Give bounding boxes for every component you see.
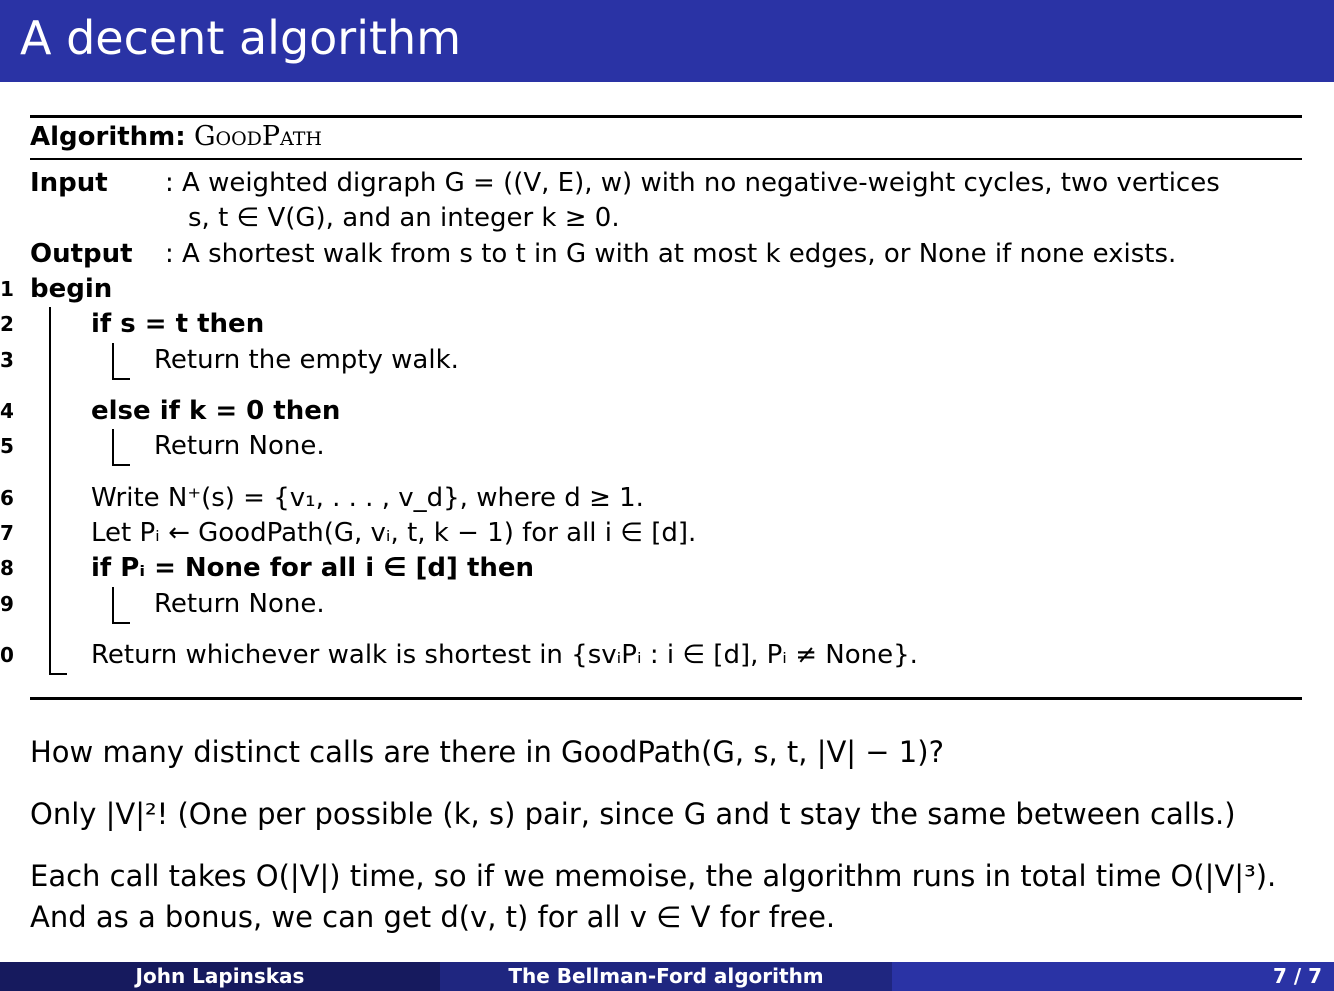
algorithm-name: GoodPath xyxy=(193,121,322,152)
algo-line-return-none-1: Return None. xyxy=(154,431,325,461)
footer-bar xyxy=(0,962,1334,991)
line-number: 2 xyxy=(0,312,14,336)
line-number: 3 xyxy=(0,348,14,372)
runtime-text-2: And as a bonus, we can get d(v, t) for all v ∈ V for free. xyxy=(30,900,836,934)
algo-line-if-all: if Pᵢ = None for all i ∈ [d] then xyxy=(91,553,535,583)
begin-block-foot xyxy=(49,673,67,675)
algo-line-write: Write N⁺(s) = {v₁, . . . , v_d}, where d ≥ 1. xyxy=(91,483,644,513)
algo-line-return-empty: Return the empty walk. xyxy=(154,345,459,375)
footer-page xyxy=(892,962,1334,991)
algo-line-let: Let Pᵢ ← GoodPath(G, vᵢ, t, k − 1) for all i ∈ [d]. xyxy=(91,518,697,548)
input-text-2: s, t ∈ V(G), and an integer k ≥ 0. xyxy=(188,203,620,233)
ifall-block-bar xyxy=(112,587,114,624)
line-number: 5 xyxy=(0,434,14,458)
question-text: How many distinct calls are there in GoodPath(G, s, t, |V| − 1)? xyxy=(30,735,944,769)
algo-top-rule xyxy=(30,115,1302,118)
runtime-text-1: Each call takes O(|V|) time, so if we memoise, the algorithm runs in total time O(|V|³). xyxy=(30,859,1277,893)
algo-mid-rule xyxy=(30,158,1302,160)
slide-title: A decent algorithm xyxy=(20,11,461,65)
algo-line-else-if: else if k = 0 then xyxy=(91,396,341,426)
output-text: : A shortest walk from s to t in G with at most k edges, or None if none exists. xyxy=(165,239,1177,269)
algorithm-heading xyxy=(30,120,322,154)
elseif-block-foot xyxy=(112,464,130,466)
input-text-1: : A weighted digraph G = ((V, E), w) with no negative-weight cycles, two vertices xyxy=(165,168,1220,198)
algo-line-return-shortest: Return whichever walk is shortest in {svᵢPᵢ : i ∈ [d], Pᵢ ≠ None}. xyxy=(91,640,918,670)
algo-line-return-none-2: Return None. xyxy=(154,589,325,619)
input-label: Input xyxy=(30,168,108,198)
answer-text: Only |V|²! (One per possible (k, s) pair, since G and t stay the same between calls.) xyxy=(30,797,1236,831)
output-label: Output xyxy=(30,239,133,269)
if-block-foot xyxy=(112,378,130,380)
algo-bottom-rule xyxy=(30,697,1302,700)
ifall-block-foot xyxy=(112,622,130,624)
algorithm-label: Algorithm: xyxy=(30,122,186,152)
line-number: 9 xyxy=(0,592,14,616)
if-block-bar xyxy=(112,343,114,380)
footer-author: John Lapinskas xyxy=(0,962,440,991)
begin-block-bar xyxy=(49,307,51,675)
line-number: 0 xyxy=(0,643,14,667)
elseif-block-bar xyxy=(112,429,114,466)
algo-line-if: if s = t then xyxy=(91,309,265,339)
line-number: 8 xyxy=(0,556,14,580)
line-number: 4 xyxy=(0,399,14,423)
algo-line-begin: begin xyxy=(30,274,113,304)
page-number: 7 / 7 xyxy=(1272,964,1322,988)
slide-title-bar xyxy=(0,0,1334,82)
line-number: 1 xyxy=(0,277,14,301)
line-number: 6 xyxy=(0,486,14,510)
line-number: 7 xyxy=(0,521,14,545)
footer-title: The Bellman-Ford algorithm xyxy=(440,962,892,991)
